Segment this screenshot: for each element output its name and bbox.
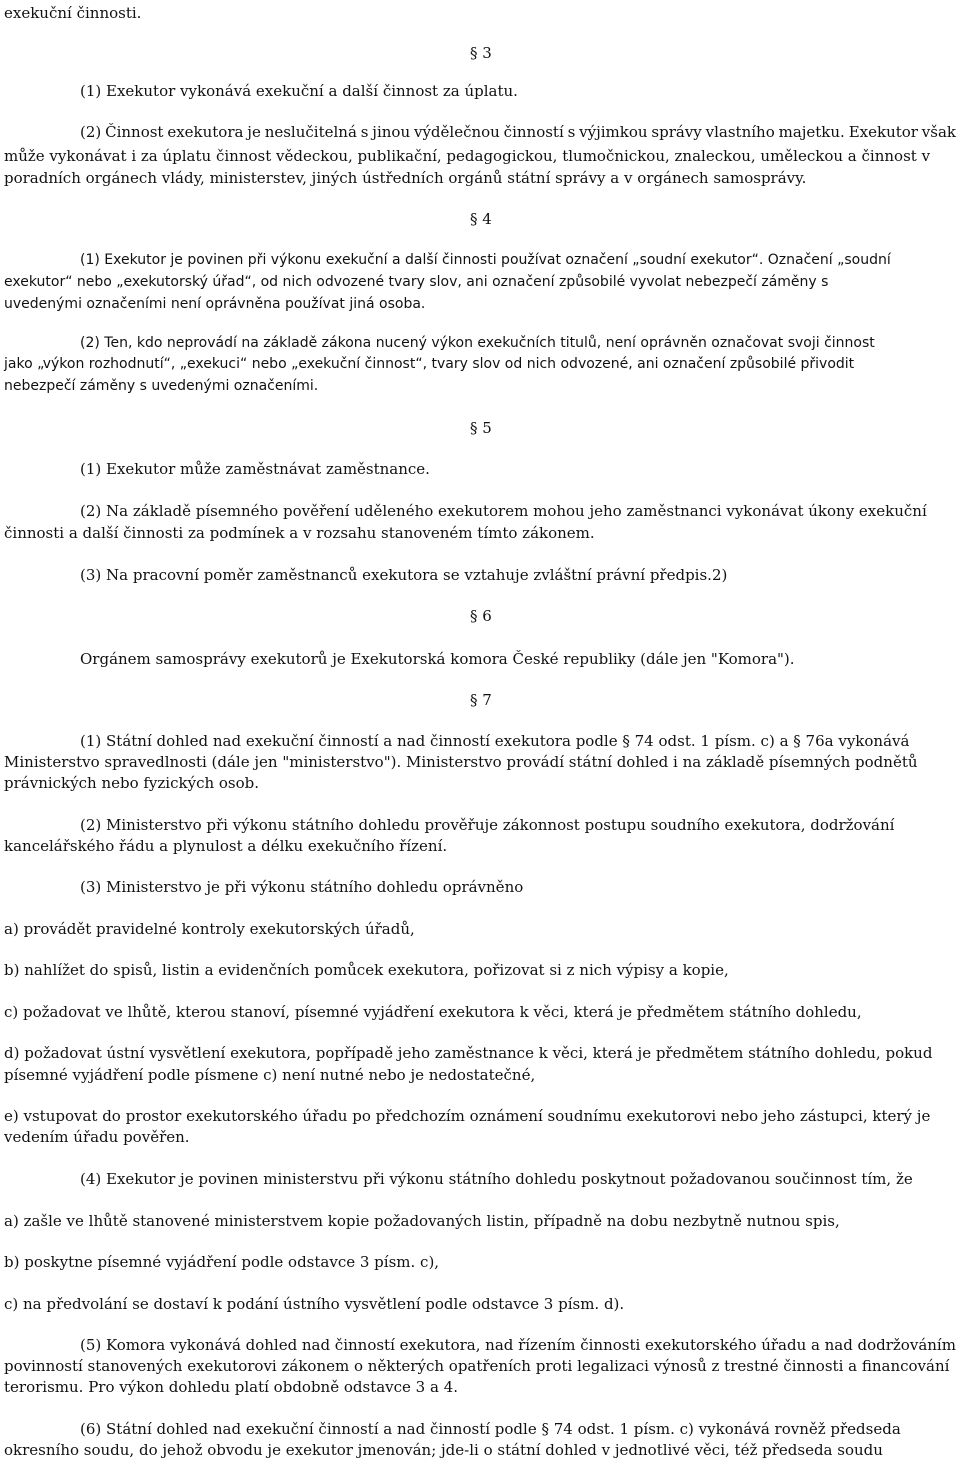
- paragraph-7-1-line-2: Ministerstvo spravedlnosti (dále jen "ministerstvo"). Ministerstvo provádí státní dohled i na základě písemných podnětů: [4, 753, 918, 771]
- paragraph-5-2-line-1: (2) Na základě písemného pověření uděleného exekutorem mohou jeho zaměstnanci vykonávat úkony exekuční: [80, 502, 927, 520]
- list-item-7-3-d-line-1: d) požadovat ústní vysvětlení exekutora, popřípadě jeho zaměstnance k věci, která je předmětem státního dohledu, pokud: [4, 1044, 933, 1062]
- paragraph-7-2-line-2: kancelářského řádu a plynulost a délku exekučního řízení.: [4, 837, 448, 855]
- paragraph-4-1-line-2: exekutor“ nebo „exekutorský úřad“, od nich odvozené tvary slov, ani označení způsobilé vyvolat nebezpečí záměny s: [4, 274, 829, 290]
- paragraph-7-5-line-1: (5) Komora vykonává dohled nad činností exekutora, nad řízením činnosti exekutorského úřadu a nad dodržováním: [80, 1336, 956, 1354]
- list-item-7-3-e-line-2: vedením úřadu pověřen.: [4, 1128, 190, 1146]
- paragraph-4-1-line-1: (1) Exekutor je povinen při výkonu exekuční a další činnosti používat označení „soudní exekutor“. Označení „soudní: [80, 252, 891, 268]
- paragraph-4-1-line-3: uvedenými označeními není oprávněna používat jiná osoba.: [4, 296, 426, 312]
- list-item-7-3-a: a) provádět pravidelné kontroly exekutorských úřadů,: [4, 920, 415, 938]
- paragraph-5-3: (3) Na pracovní poměr zaměstnanců exekutora se vztahuje zvláštní právní předpis.2): [80, 566, 728, 584]
- list-item-7-3-d-line-2: písemné vyjádření podle písmene c) není nutné nebo je nedostatečné,: [4, 1066, 536, 1084]
- paragraph-7-5-line-3: terorismu. Pro výkon dohledu platí obdobně odstavce 3 a 4.: [4, 1378, 459, 1396]
- list-item-7-4-b: b) poskytne písemné vyjádření podle odstavce 3 písm. c),: [4, 1253, 440, 1271]
- paragraph-4-2-line-2: jako „výkon rozhodnutí“, „exekuci“ nebo „exekuční činnost“, tvary slov od nich odvozené, ani označení způsobilé přivodit: [4, 356, 855, 372]
- paragraph-3-2-line-2: může vykonávat i za úplatu činnost vědeckou, publikační, pedagogickou, tlumočnickou, znaleckou, uměleckou a činnost v: [4, 147, 931, 165]
- paragraph-3-2-line-3: poradních orgánech vlády, ministerstev, jiných ústředních orgánů státní správy a v orgánech samosprávy.: [4, 169, 807, 187]
- paragraph-7-2-line-1: (2) Ministerstvo při výkonu státního dohledu prověřuje zákonnost postupu soudního exekutora, dodržování: [80, 816, 895, 834]
- paragraph-7-4: (4) Exekutor je povinen ministerstvu při výkonu státního dohledu poskytnout požadovanou součinnost tím, že: [80, 1170, 913, 1188]
- paragraph-7-6-line-2: okresního soudu, do jehož obvodu je exekutor jmenován; jde-li o státní dohled v jednotlivé věci, též předseda soudu: [4, 1441, 883, 1459]
- paragraph-5-2-line-2: činnosti a další činnosti za podmínek a v rozsahu stanoveném tímto zákonem.: [4, 524, 595, 542]
- paragraph-7-1-line-1: (1) Státní dohled nad exekuční činností a nad činností exekutora podle § 74 odst. 1 písm. c) a § 76a vykonává: [80, 732, 910, 750]
- paragraph-7-5-line-2: povinností stanovených exekutorovi zákonem o některých opatřeních proti legalizaci výnosů z trestné činnosti a financování: [4, 1357, 950, 1375]
- paragraph-4-2-line-1: (2) Ten, kdo neprovádí na základě zákona nucený výkon exekučních titulů, není oprávněn označovat svoji činnost: [80, 335, 875, 351]
- section-heading-4: § 4: [470, 210, 492, 228]
- paragraph-4-2-line-3: nebezpečí záměny s uvedenými označeními.: [4, 378, 319, 394]
- paragraph-3-1: (1) Exekutor vykonává exekuční a další činnost za úplatu.: [80, 82, 518, 100]
- paragraph-6: Orgánem samosprávy exekutorů je Exekutorská komora České republiky (dále jen "Komora").: [80, 650, 795, 668]
- list-item-7-3-c: c) požadovat ve lhůtě, kterou stanoví, písemné vyjádření exekutora k věci, která je předmětem státního dohledu,: [4, 1003, 862, 1021]
- list-item-7-4-a: a) zašle ve lhůtě stanovené ministerstvem kopie požadovaných listin, případně na dobu nezbytně nutnou spis,: [4, 1212, 840, 1230]
- section-heading-7: § 7: [470, 691, 492, 709]
- list-item-7-4-c: c) na předvolání se dostaví k podání ústního vysvětlení podle odstavce 3 písm. d).: [4, 1295, 625, 1313]
- paragraph-3-2-line-1: (2) Činnost exekutora je neslučitelná s jinou výdělečnou činností s výjimkou správy vlastního majetku. Exekutor však: [80, 123, 957, 141]
- list-item-7-3-e-line-1: e) vstupovat do prostor exekutorského úřadu po předchozím oznámení soudnímu exekutorovi nebo jeho zástupci, který je: [4, 1107, 931, 1125]
- section-heading-6: § 6: [470, 607, 492, 625]
- paragraph-7-6-line-1: (6) Státní dohled nad exekuční činností a nad činností podle § 74 odst. 1 písm. c) vykonává rovněž předseda: [80, 1420, 901, 1438]
- continued-text: exekuční činnosti.: [4, 4, 142, 22]
- paragraph-7-1-line-3: právnických nebo fyzických osob.: [4, 774, 260, 792]
- section-heading-5: § 5: [470, 419, 492, 437]
- paragraph-5-1: (1) Exekutor může zaměstnávat zaměstnance.: [80, 460, 430, 478]
- section-heading-3: § 3: [470, 44, 492, 62]
- list-item-7-3-b: b) nahlížet do spisů, listin a evidenčních pomůcek exekutora, pořizovat si z nich výpisy a kopie,: [4, 961, 729, 979]
- paragraph-7-3: (3) Ministerstvo je při výkonu státního dohledu oprávněno: [80, 878, 524, 896]
